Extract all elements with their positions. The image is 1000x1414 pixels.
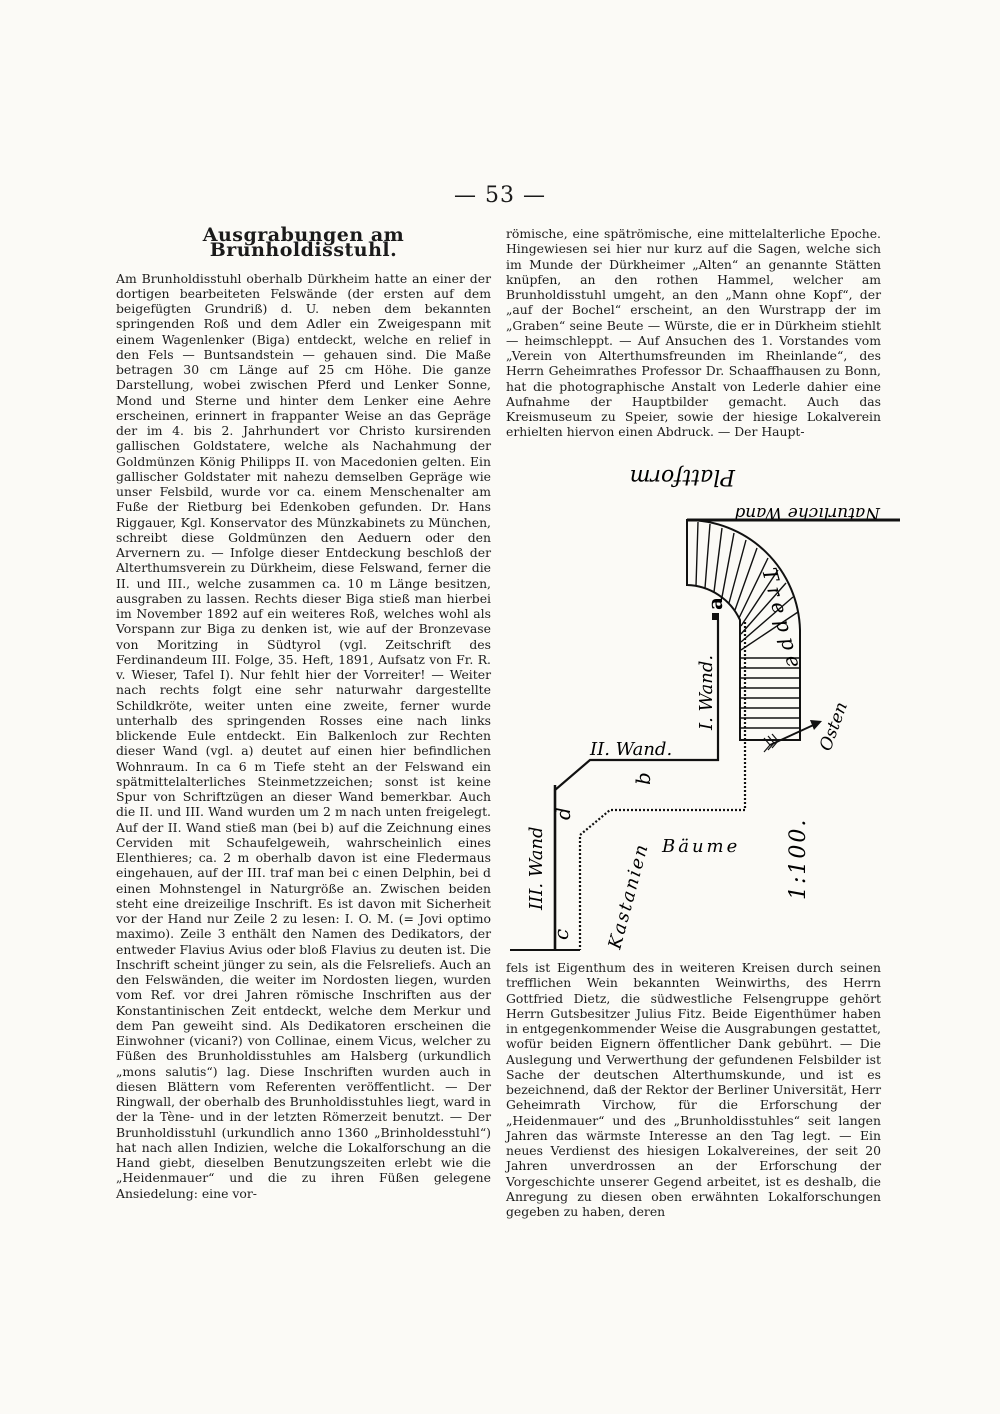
- natuerliche-wand-label: Natürliche Wand: [734, 503, 880, 523]
- wall-2-label: II. Wand.: [590, 739, 673, 760]
- wall-3-label: III. Wand: [526, 826, 547, 910]
- east-arrow: [764, 720, 822, 752]
- wall-outline-inner: [580, 622, 745, 950]
- treppe-label: Treppe: [757, 565, 809, 676]
- label-c: c: [549, 928, 573, 940]
- left-column: [116, 226, 491, 1201]
- right-column-top: [506, 226, 881, 440]
- point-a-marker: [712, 613, 719, 620]
- osten-label: Osten: [815, 699, 852, 754]
- site-plan-diagram: [500, 440, 900, 960]
- label-d: d: [551, 807, 575, 820]
- baeume-label: Bäume: [662, 836, 741, 857]
- wall-1-label: I. Wand.: [696, 654, 717, 730]
- plattform-label: Plattform: [629, 464, 735, 489]
- scale-label: 1:100.: [786, 817, 811, 900]
- right-column-top-text: römische, eine spätrömische, eine mittelalterliche Epoche. Hingewiesen sei hier nur kurz auf die Sagen, welche sich im Munde der Dürkheimer „Alten“ an genannte Stätten knüpfen, an den rothen Hammel, welcher am Brunholdisstuhl umgeht, an den „Mann ohne Kopf“, der „auf der Bochel“ erscheint, an den Wurstrapp der im „Graben“ seine Beute — Würste, die er in Dürkheim stiehlt — heimschleppt. — Auf Ansuchen des 1. Vorstandes vom „Verein von Alterthumsfreunden im Rheinlande“, des Herrn Geheimrathes Professor Dr. Schaaffhausen zu Bonn, hat die photographische Anstalt von Lederle dahier eine Aufnahme der Hauptbilder gemacht. Auch das Kreismuseum zu Speier, sowie der hiesige Lokalverein erhielten hiervon einen Abdruck. — Der Haupt-: [506, 226, 881, 440]
- right-column-bottom-text: fels ist Eigenthum des in weiteren Kreisen durch seinen trefflichen Wein bekannten Weinwirths, des Herrn Gottfried Dietz, die südwestliche Felsengruppe gehört Herrn Gutsbesitzer Julius Fitz. Beide Eigenthümer haben in entgegenkommender Weise die Ausgrabungen gestattet, wofür beiden Eignern öffentlicher Dank gebührt. — Die Auslegung und Verwerthung der gefundenen Felsbilder ist Sache der deutschen Alterthumskunde, und ist es bezeichnend, daß der Rektor der Berliner Universität, Herr Geheimrath Virchow, für die Erforschung der „Heidenmauer“ und des „Brunholdisstuhles“ seit langen Jahren das wärmste Interesse an den Tag legt. — Ein neues Verdienst des hiesigen Lokalvereines, der seit 20 Jahren unverdrossen an der Erforschung der Vorgeschichte unserer Gegend arbeitet, ist es deshalb, die Anregung zu diesen oben erwähnten Lokalforschungen gegeben zu haben, deren: [506, 960, 881, 1219]
- label-b: b: [631, 772, 655, 785]
- article-title: Ausgrabungen am Brunholdisstuhl.: [202, 224, 405, 262]
- right-column-bottom: [506, 960, 881, 1219]
- kastanien-label: Kastanien: [604, 840, 654, 952]
- label-a: a: [703, 597, 727, 610]
- left-column-text: Am Brunholdisstuhl oberhalb Dürkheim hatte an einer der dortigen bearbeiteten Felswände (der ersten auf dem beigefügten Grundriß) d. U. neben dem bekannten springenden Roß und dem Adler ein Zweigespann mit einem Wagenlenker (Biga) entdeckt, welche en relief in den Fels — Buntsandstein — gehauen sind. Die Maße betragen 30 cm Länge auf 25 cm Höhe. Die ganze Darstellung, wobei zwischen Pferd und Lenker Sonne, Mond und Sterne und hinter dem Lenker eine Aehre erscheinen, erinnert in frappanter Weise an das Gepräge der im 4. bis 2. Jahrhundert vor Christo kursirenden gallischen Goldstatere, welche als Nachahmung der Goldmünzen König Philipps II. von Macedonien gelten. Ein gallischer Goldstater mit nahezu demselben Gepräge wie unser Felsbild, wurde vor ca. einem Menschenalter am Fuße der Rietburg bei Edenkoben gefunden. Dr. Hans Riggauer, Kgl. Konservator des Münzkabinets zu München, schreibt diese Goldmünzen den Aeduern oder den Arvernern zu. — Infolge dieser Entdeckung beschloß der Alterthumsverein zu Dürkheim, diese Felswand, ferner die II. und III., welche zusammen ca. 10 m Länge besitzen, ausgraben zu lassen. Rechts dieser Biga stieß man hierbei im November 1892 auf ein weiteres Roß, welches wohl als Vorspann zur Biga zu denken ist, wie auf der Bronzevase von Moritzing in Südtyrol (vgl. Zeitschrift des Ferdinandeum III. Folge, 35. Heft, 1891, Aufsatz von Fr. R. v. Wieser, Tafel I). Nur fehlt hier der Vorreiter! — Weiter nach rechts folgt eine sehr naturwahr dargestellte Schildkröte, weiter unten eine zweite, ferner wurde unterhalb des springenden Rosses eine nach links blickende Eule entdeckt. Ein Balkenloch zur Rechten dieser Wand (vgl. a) deutet auf einen hier befindlichen Wohnraum. In ca 6 m Tiefe steht an der Felswand ein spätmittelalterliches Steinmetzzeichen; sonst ist keine Spur von Schriftzügen an dieser Wand bemerkbar. Auch die II. und III. Wand wurden um 2 m nach unten freigelegt. Auf der II. Wand stieß man (bei b) auf die Zeichnung eines Cerviden mit Schaufelgeweih, wahrscheinlich eines Elenthieres; ca. 2 m oberhalb davon ist eine Fledermaus eingehauen, auf der III. traf man bei c einen Delphin, bei d einen Mohnstengel in Naturgröße an. Zwischen beiden steht eine dreizeilige Inschrift. Es ist davon mit Sicherheit vor der Hand nur Zeile 2 zu lesen: I. O. M. (= Jovi optimo maximo). Zeile 3 enthält den Namen des Dedikators, der entweder Flavius Avius oder bloß Flavius zu deuten ist. Die Inschrift scheint jünger zu sein, als die Felsreliefs. Auch an den Felswänden, die weiter im Nordosten liegen, wurden vom Ref. vor drei Jahren römische Inschriften aus der Konstantinischen Zeit entdeckt, welche dem Merkur und dem Pan geweiht sind. Als Dedikatoren erscheinen die Einwohner (vicani?) von Collinae, einem Vicus, welcher zu Füßen des Brunholdisstuhles am Halsberg (urkundlich „mons salutis“) lag. Diese Inschriften wurden auch in diesen Blättern vom Referenten veröffentlicht. — Der Ringwall, der oberhalb des Brunholdisstuhles liegt, ward in der la Tène- und in der letzten Römerzeit benutzt. — Der Brunholdisstuhl (urkundlich anno 1360 „Brinholdesstuhl“) hat nach allen Indizien, welche die Lokalforschung an die Hand giebt, dieselben Benutzungszeiten erlebt wie die „Heidenmauer“ und die zu ihren Füßen gelegene Ansiedelung: eine vor-: [116, 270, 491, 1201]
- page-number: — 53 —: [454, 183, 546, 208]
